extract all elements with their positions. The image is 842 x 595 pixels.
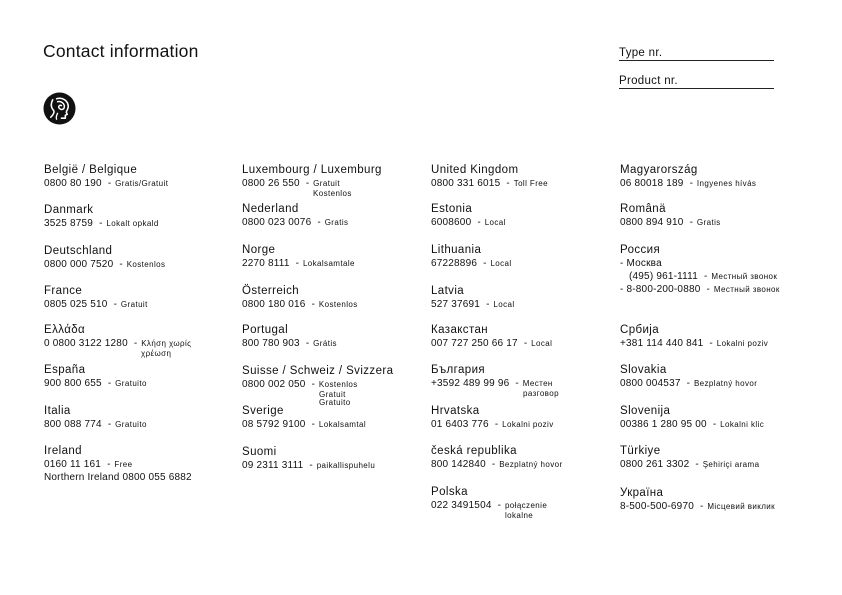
phone-number[interactable]: 0160 11 161 [44, 459, 102, 470]
phone-line [620, 270, 780, 283]
country-name: България [431, 364, 486, 376]
phone-number[interactable]: 0800 894 910 [620, 217, 684, 228]
country-name: Ireland [44, 445, 82, 457]
call-rate-note: Kostenlos [318, 300, 358, 309]
contact-entry [242, 243, 355, 270]
phone-line [620, 216, 721, 229]
phone-line [620, 283, 780, 296]
phone-number[interactable]: 0800 80 190 [44, 178, 102, 189]
phone-line [242, 337, 337, 350]
phone-number[interactable]: 022 3491504 [431, 500, 492, 511]
phone-number[interactable]: 900 800 655 [44, 378, 102, 389]
separator-dash: - [309, 460, 313, 471]
phone-number[interactable]: 2270 8111 [242, 258, 290, 269]
call-rate-note: Gratis/Gratuit [115, 179, 169, 188]
contact-entry [431, 163, 548, 190]
separator-dash: - [113, 299, 117, 310]
phone-number[interactable]: 0800 023 0076 [242, 217, 312, 228]
country-name: Suisse / Schweiz / Svizzera [242, 365, 394, 377]
call-rate-note-continued: lokalne [505, 511, 534, 520]
phone-number[interactable]: +3592 489 99 96 [431, 378, 510, 389]
call-rate-note: Bezplatný hovor [693, 379, 758, 388]
country-name: België / Belgique [44, 164, 138, 176]
phone-number[interactable]: (495) 961-1111 [629, 271, 698, 282]
contact-entry [431, 243, 512, 270]
phone-line [431, 298, 515, 311]
type-number-field[interactable]: Type nr. [619, 47, 774, 61]
call-rate-note: paikallispuhelu [316, 461, 376, 470]
contact-entry [44, 323, 191, 358]
phone-number[interactable]: 0800 180 016 [242, 299, 306, 310]
separator-dash: - [317, 217, 321, 228]
country-name: Hrvatska [431, 405, 480, 417]
call-rate-note: Местный звонок [711, 272, 778, 281]
contact-entry [620, 486, 775, 513]
phone-line [44, 217, 159, 230]
country-name: Danmark [44, 204, 94, 216]
phone-number[interactable]: 6008600 [431, 217, 472, 228]
phone-line [242, 298, 358, 311]
separator-dash: - [107, 419, 112, 430]
country-name: Portugal [242, 324, 289, 336]
country-name: Slovenija [620, 405, 671, 417]
phone-line [242, 418, 366, 431]
phone-number[interactable]: 67228896 [431, 258, 478, 269]
separator-dash: - [689, 178, 693, 189]
call-rate-note: Toll Free [513, 179, 548, 188]
country-name: Россия [620, 244, 661, 256]
call-rate-note-continued: Gratuito [319, 398, 351, 407]
phone-number[interactable]: 0800 26 550 [242, 178, 300, 189]
country-name: česká republika [431, 445, 517, 457]
contact-entry [242, 364, 393, 407]
phone-number[interactable]: 527 37691 [431, 299, 481, 310]
phone-number[interactable]: 0800 002 050 [242, 379, 306, 390]
call-rate-note: Gratuito [115, 420, 147, 429]
contact-entry [44, 163, 168, 190]
separator-dash: - [491, 459, 496, 470]
country-name: Italia [44, 405, 71, 417]
call-rate-note: Lokalni poziv [502, 420, 554, 429]
phone-number[interactable]: 800 142840 [431, 459, 486, 470]
phone-line [431, 337, 552, 350]
phone-number[interactable]: - Москва [620, 258, 662, 269]
country-name: Ελλάδα [44, 324, 86, 336]
phone-number[interactable]: 00386 1 280 95 00 [620, 419, 707, 430]
phone-line [44, 377, 147, 390]
separator-dash: - [506, 178, 510, 189]
separator-dash: - [311, 379, 315, 390]
contact-entry [44, 404, 147, 431]
phone-number[interactable]: 01 6403 776 [431, 419, 489, 430]
separator-dash: - [133, 338, 138, 349]
separator-dash: - [477, 217, 481, 228]
separator-dash: - [497, 500, 501, 511]
contact-entry [44, 363, 147, 390]
contact-entry [44, 244, 165, 271]
separator-dash: - [99, 218, 103, 229]
phone-line [242, 216, 348, 229]
country-name: Suomi [242, 446, 277, 458]
country-name: Slovakia [620, 364, 667, 376]
call-rate-note: Κλήση χωρίς [141, 339, 192, 348]
phone-line [620, 500, 775, 513]
call-rate-note: Gratis [324, 218, 349, 227]
contact-entry [620, 202, 721, 229]
contact-entry [242, 163, 382, 198]
country-name: Polska [431, 486, 468, 498]
country-name: España [44, 364, 86, 376]
separator-dash: - [709, 338, 713, 349]
contact-entry [242, 404, 366, 431]
phone-line [620, 257, 780, 270]
separator-dash: - [311, 419, 315, 430]
separator-dash: - [311, 299, 315, 310]
separator-dash: - [483, 258, 487, 269]
page-title: Contact information [43, 41, 199, 61]
contact-entry [620, 323, 768, 350]
phone-line [620, 377, 757, 390]
country-name: Lithuania [431, 244, 482, 256]
call-rate-note: Gratuit [120, 300, 148, 309]
country-name: Казакстан [431, 324, 489, 336]
country-name: Türkiye [620, 445, 661, 457]
call-rate-note: Lokalsamtal [318, 420, 367, 429]
contact-entry [242, 323, 337, 350]
separator-dash: - [107, 378, 112, 389]
contact-entry [431, 202, 506, 229]
contact-entry [44, 284, 148, 311]
contact-entry [242, 284, 358, 311]
phone-line [44, 418, 147, 431]
phone-number[interactable]: 800 088 774 [44, 419, 102, 430]
contact-entry [242, 202, 348, 229]
phone-line [431, 418, 554, 431]
contact-entry [620, 363, 757, 390]
call-rate-note: połączenie [504, 501, 548, 510]
phone-line [620, 458, 759, 471]
country-name: Србија [620, 324, 660, 336]
separator-dash: - [686, 378, 690, 389]
phone-line [44, 298, 148, 311]
phone-line [620, 418, 764, 431]
contact-entry [431, 485, 547, 520]
phone-number[interactable]: Northern Ireland 0800 055 6882 [44, 472, 192, 483]
call-rate-note: Lokalni klic [720, 420, 765, 429]
separator-dash: - [119, 259, 123, 270]
phone-number[interactable]: - 8-800-200-0880 [620, 284, 701, 295]
phone-number[interactable]: 007 727 250 66 17 [431, 338, 518, 349]
call-rate-note: Местный звонок [713, 285, 780, 294]
contact-entry [431, 323, 552, 350]
phone-number[interactable]: 3525 8759 [44, 218, 94, 229]
call-rate-note: Grátis [313, 339, 337, 348]
separator-dash: - [295, 258, 299, 269]
call-rate-note: Kostenlos [318, 380, 358, 389]
call-rate-note: Місцевий виклик [707, 502, 776, 511]
phone-number[interactable]: 06 80018 189 [620, 178, 684, 189]
phone-line [242, 257, 355, 270]
call-rate-note: Local [493, 300, 515, 309]
contact-entry [431, 444, 563, 471]
phone-line [620, 337, 768, 350]
call-rate-note-continued: Kostenlos [313, 189, 352, 198]
phone-number[interactable]: 0805 025 510 [44, 299, 108, 310]
product-number-field[interactable]: Product nr. [619, 75, 774, 89]
separator-dash: - [706, 284, 710, 295]
separator-dash: - [699, 501, 704, 512]
phone-number[interactable]: 0800 000 7520 [44, 259, 114, 270]
country-name: Latvia [431, 285, 465, 297]
phone-number[interactable]: 08 5792 9100 [242, 419, 306, 430]
call-rate-note: Gratuit [313, 179, 340, 188]
call-rate-note: Local [484, 218, 506, 227]
phone-number[interactable]: 800 780 903 [242, 338, 300, 349]
contact-entry [620, 404, 764, 431]
phone-line [620, 177, 756, 190]
call-rate-note: Gratuito [115, 379, 147, 388]
contact-entry [44, 203, 159, 230]
country-name: Deutschland [44, 245, 113, 257]
call-rate-note: Local [531, 339, 553, 348]
contact-entry [44, 444, 192, 484]
call-rate-note: Lokalni poziv [716, 339, 769, 348]
phone-number[interactable]: 0800 331 6015 [431, 178, 501, 189]
separator-dash: - [107, 178, 112, 189]
call-rate-note: Local [490, 259, 512, 268]
contact-entry [431, 404, 554, 431]
phone-number[interactable]: 09 2311 3111 [242, 460, 304, 471]
separator-dash: - [486, 299, 490, 310]
phone-line [242, 459, 375, 472]
country-name: Österreich [242, 285, 300, 297]
contact-entry [620, 243, 780, 296]
country-name: France [44, 285, 83, 297]
phone-line [431, 257, 512, 270]
country-name: Україна [620, 487, 664, 499]
country-name: Nederland [242, 203, 299, 215]
call-rate-note: Ingyenes hívás [696, 179, 757, 188]
phone-number[interactable]: 8-500-500-6970 [620, 501, 694, 512]
separator-dash: - [523, 338, 528, 349]
phone-line [431, 216, 506, 229]
call-rate-note: Free [114, 460, 133, 469]
separator-dash: - [695, 459, 699, 470]
country-name: Românä [620, 203, 666, 215]
contact-entry [242, 445, 375, 472]
phone-number[interactable]: 0 0800 3122 1280 [44, 338, 128, 349]
separator-dash: - [107, 459, 111, 470]
contact-entry [431, 363, 559, 398]
call-rate-note: Lokalsamtale [302, 259, 355, 268]
phone-line [431, 458, 563, 471]
contact-entry [620, 163, 756, 190]
country-name: United Kingdom [431, 164, 519, 176]
phone-line [44, 471, 192, 484]
phone-number[interactable]: 0800 261 3302 [620, 459, 690, 470]
separator-dash: - [305, 338, 310, 349]
call-rate-note-continued: разговор [523, 389, 559, 398]
help-person-icon [43, 92, 76, 125]
separator-dash: - [515, 378, 519, 389]
phone-line [44, 177, 168, 190]
separator-dash: - [689, 217, 693, 228]
separator-dash: - [305, 178, 310, 189]
phone-line [431, 177, 548, 190]
call-rate-note: Lokalt opkald [106, 219, 159, 228]
phone-line [44, 458, 192, 471]
call-rate-note: Местен [522, 379, 553, 388]
call-rate-note: Kostenlos [126, 260, 166, 269]
call-rate-note-continued: Gratuit [319, 390, 346, 399]
contact-entry [431, 284, 515, 311]
country-name: Luxembourg / Luxemburg [242, 164, 382, 176]
country-name: Estonia [431, 203, 473, 215]
phone-number[interactable]: 0800 004537 [620, 378, 681, 389]
call-rate-note: Şehiriçi arama [702, 460, 760, 469]
call-rate-note-continued: χρέωση [141, 349, 172, 358]
separator-dash: - [494, 419, 499, 430]
phone-line [44, 258, 165, 271]
contact-entry [620, 444, 759, 471]
phone-number[interactable]: +381 114 440 841 [620, 338, 704, 349]
call-rate-note: Gratis [696, 218, 721, 227]
separator-dash: - [712, 419, 717, 430]
call-rate-note: Bezplatný hovor [499, 460, 563, 469]
country-name: Norge [242, 244, 276, 256]
country-name: Magyarország [620, 164, 698, 176]
separator-dash: - [703, 271, 708, 282]
country-name: Sverige [242, 405, 284, 417]
